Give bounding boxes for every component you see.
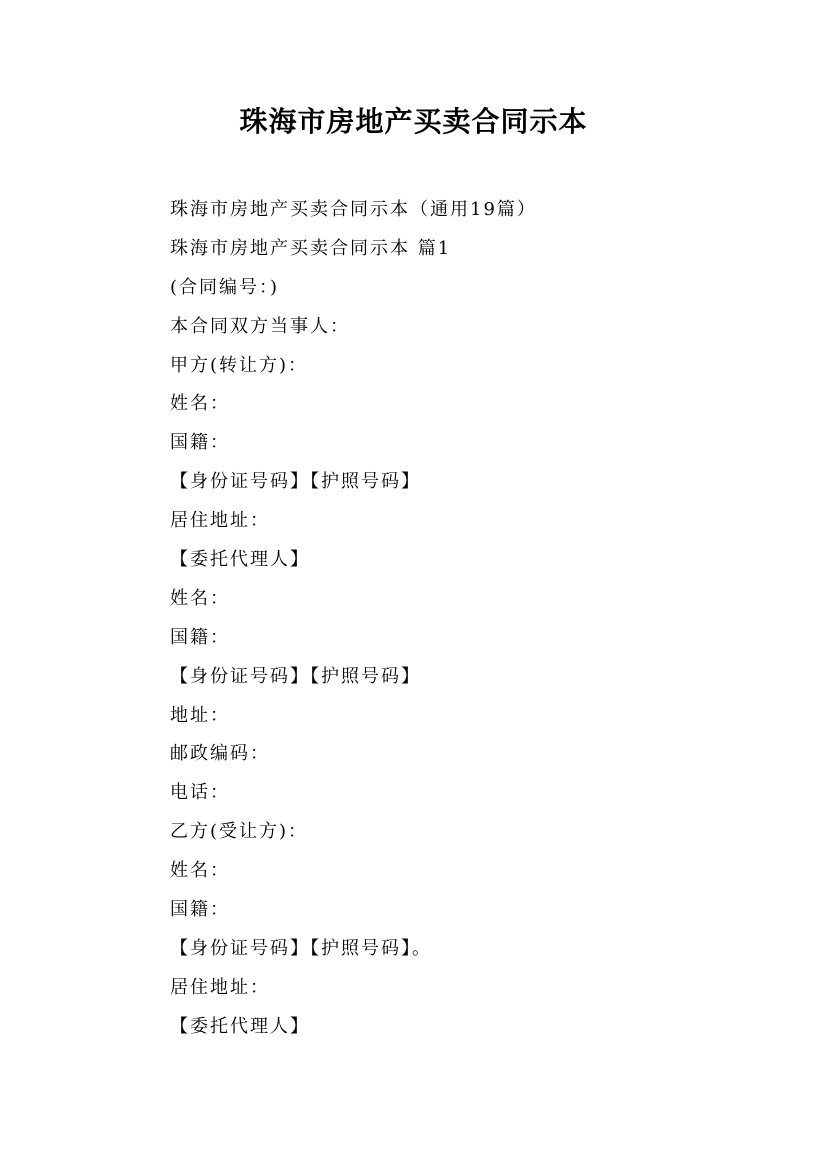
- party-b-agent-heading: 【委托代理人】: [170, 1015, 310, 1037]
- party-a-agent-heading: 【委托代理人】: [170, 549, 310, 571]
- party-a-agent-phone-field: 电话：: [170, 782, 230, 804]
- party-a-agent-address-field: 地址：: [170, 704, 230, 726]
- document-body: [170, 191, 790, 1047]
- contract-number-line: (合同编号：): [170, 276, 280, 298]
- party-a-agent-name-field: 姓名：: [170, 587, 230, 609]
- party-b-name-field: 姓名：: [170, 860, 230, 882]
- party-a-name-field: 姓名：: [170, 393, 230, 415]
- party-a-agent-postcode-field: 邮政编码：: [170, 743, 270, 765]
- subtitle-line: 珠海市房地产买卖合同示本（通用19篇）: [170, 199, 537, 220]
- document-title: 珠海市房地产买卖合同示本: [239, 105, 588, 138]
- party-a-id-field: 【身份证号码】【护照号码】: [170, 471, 421, 493]
- party-a-agent-id-field: 【身份证号码】【护照号码】: [170, 665, 421, 687]
- parties-intro-line: 本合同双方当事人：: [170, 315, 350, 337]
- party-b-nationality-field: 国籍：: [170, 899, 230, 921]
- party-a-agent-nationality-field: 国籍：: [170, 626, 230, 648]
- party-a-heading: 甲方(转让方)：: [170, 354, 309, 376]
- section-heading: 珠海市房地产买卖合同示本 篇1: [170, 237, 452, 259]
- party-a-address-field: 居住地址：: [170, 510, 270, 532]
- party-a-nationality-field: 国籍：: [170, 432, 230, 454]
- party-b-id-field: 【身份证号码】【护照号码】。: [170, 937, 432, 959]
- party-b-heading: 乙方(受让方)：: [170, 821, 309, 843]
- party-b-address-field: 居住地址：: [170, 976, 270, 998]
